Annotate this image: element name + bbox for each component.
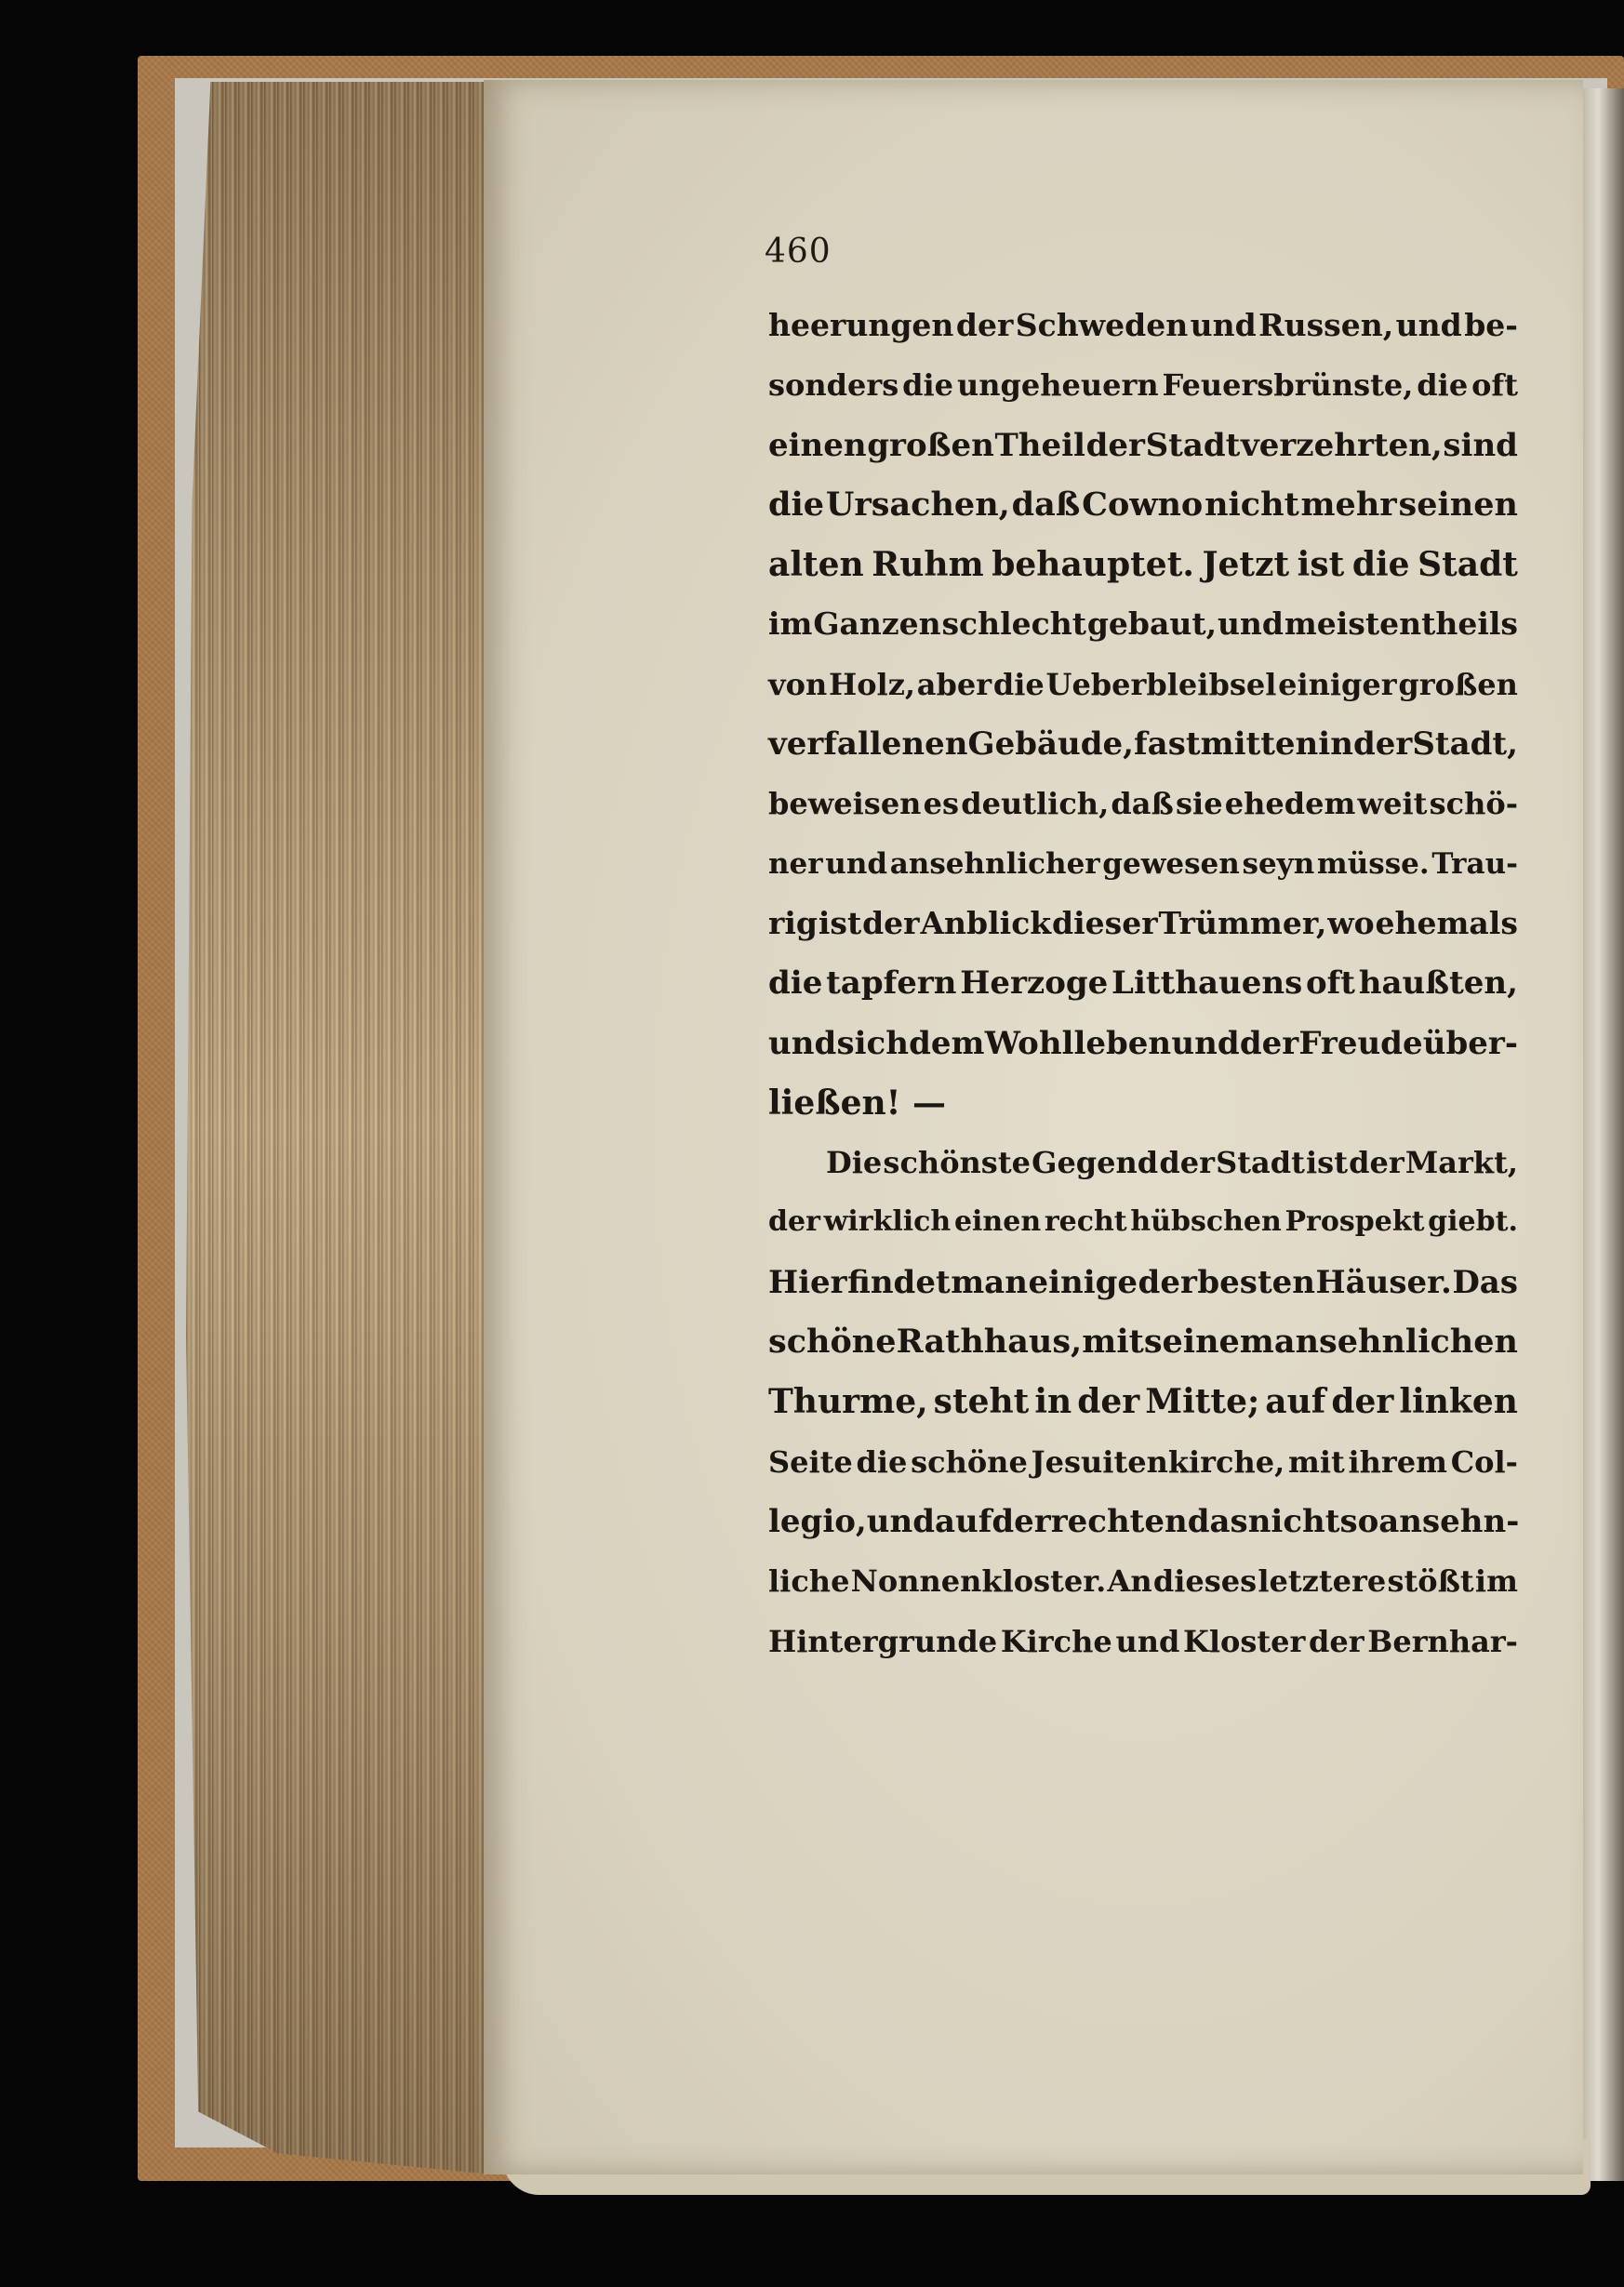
word: müsse.: [1316, 846, 1430, 881]
word: nicht: [1205, 485, 1299, 524]
word: die: [856, 1443, 908, 1480]
word: man: [951, 1263, 1028, 1301]
word: die: [992, 666, 1045, 702]
page-number: 460: [765, 233, 832, 271]
word: Cowno: [1082, 485, 1204, 524]
word: sie: [1176, 786, 1223, 822]
word: großen: [1398, 666, 1518, 702]
word: heerungen: [768, 307, 954, 343]
word: in: [1034, 1382, 1072, 1422]
word: Ursachen,: [825, 485, 1010, 524]
word: der: [955, 307, 1014, 343]
text-line: [768, 416, 1518, 475]
word: es: [923, 786, 960, 822]
word: Kloster: [1183, 1623, 1306, 1659]
word: steht: [933, 1382, 1030, 1422]
word: so: [1339, 1502, 1379, 1540]
word: besten: [1197, 1263, 1315, 1301]
word: verfallenen: [768, 725, 968, 764]
text-line: [768, 834, 1518, 894]
text-line: [768, 1551, 1518, 1611]
word: ihrem: [1348, 1443, 1447, 1480]
word: Theil: [994, 426, 1085, 464]
word: Ganzen: [813, 605, 941, 643]
word: Feuersbrünste,: [1162, 367, 1414, 404]
word: ungeheuern: [956, 367, 1159, 404]
word: und: [866, 1502, 935, 1540]
word: von: [768, 666, 828, 702]
word: tapfern: [826, 964, 957, 1003]
word: findet: [847, 1263, 951, 1301]
word: dieser: [1052, 904, 1158, 941]
word: sind: [1443, 426, 1518, 464]
word: weit: [1357, 786, 1428, 822]
word: Bernhar-: [1367, 1623, 1518, 1659]
text-line: [768, 655, 1518, 714]
text-line: [768, 1612, 1518, 1671]
text-line: [768, 953, 1518, 1013]
word: ansehnlichen: [1273, 1323, 1518, 1362]
word: Anblick: [920, 904, 1052, 941]
word: der: [1349, 1145, 1404, 1181]
word: schlecht: [941, 605, 1086, 643]
word: die: [768, 485, 825, 524]
word: wirklich: [823, 1205, 952, 1239]
word: Das: [1452, 1263, 1518, 1301]
word: meistentheils: [1284, 605, 1518, 643]
word: Russen,: [1258, 307, 1394, 343]
word: oft: [1306, 964, 1356, 1003]
word: seyn: [1242, 846, 1315, 881]
word: behauptet.: [992, 545, 1194, 585]
word: ehedem: [1224, 786, 1356, 822]
text-line: [768, 1432, 1518, 1492]
word: verzehrten,: [1240, 426, 1443, 464]
word: und: [1395, 307, 1462, 343]
word: die: [902, 367, 954, 404]
text-line: [768, 1312, 1518, 1372]
word: Litthauens: [1112, 964, 1303, 1003]
word: Häuser.: [1315, 1263, 1452, 1301]
word: die: [1417, 367, 1469, 404]
word: der: [1077, 1382, 1140, 1422]
text-line: [768, 1492, 1518, 1551]
text-line: [768, 1192, 1518, 1252]
word: Jesuitenkirche,: [1031, 1443, 1285, 1480]
word: Prospekt: [1285, 1205, 1425, 1239]
word: Rathhaus,: [896, 1323, 1083, 1362]
word: und: [1217, 605, 1284, 643]
word: Kirche: [1000, 1623, 1112, 1659]
word: einen: [953, 1205, 1042, 1239]
word: ansehn-: [1378, 1502, 1520, 1540]
word: An: [1107, 1563, 1152, 1600]
word: einige: [1028, 1263, 1138, 1301]
word: ist: [1297, 545, 1345, 585]
word: ansehnlicher: [889, 846, 1100, 881]
word: ehemals: [1375, 904, 1518, 941]
word: nicht: [1247, 1502, 1340, 1540]
text-line: [768, 1372, 1518, 1431]
word: Hintergrunde: [768, 1623, 998, 1659]
word: gewesen: [1102, 846, 1240, 881]
word: Stadt: [1418, 545, 1518, 585]
word: Stadt: [1216, 1145, 1305, 1181]
text-line: [768, 475, 1518, 535]
word: und: [825, 846, 888, 881]
word: Gegend: [1032, 1145, 1159, 1181]
word: Schweden: [1015, 307, 1189, 343]
word: linken: [1399, 1382, 1518, 1422]
text-line: [768, 535, 1518, 594]
word: deutlich,: [961, 786, 1110, 822]
word: der: [1331, 1382, 1394, 1422]
word: schönste: [883, 1145, 1031, 1181]
word: der: [768, 1205, 820, 1239]
word: Herzoge: [960, 964, 1109, 1003]
word: Ruhm: [872, 545, 984, 585]
word: und: [1171, 1024, 1240, 1062]
word: Seite: [768, 1443, 853, 1480]
word: großen: [867, 426, 994, 464]
text-line: [768, 774, 1518, 833]
word: mit: [1287, 1443, 1345, 1480]
word: aber: [916, 666, 992, 702]
word: Stadt: [1145, 426, 1241, 464]
word: und: [1115, 1623, 1180, 1659]
word: Stadt,: [1412, 725, 1518, 764]
word: Gebäude,: [967, 725, 1134, 764]
word: Trümmer,: [1158, 904, 1327, 941]
word: wo: [1327, 904, 1375, 941]
word: die: [1351, 545, 1410, 585]
word: seinem: [1143, 1323, 1274, 1362]
text-line: [768, 1014, 1518, 1073]
word: auf: [934, 1502, 992, 1540]
word: hübschen: [1130, 1205, 1282, 1239]
word: Freude: [1298, 1024, 1423, 1062]
word: im: [1474, 1563, 1518, 1600]
word: Nonnenkloster.: [850, 1563, 1107, 1600]
word: giebt.: [1428, 1205, 1518, 1239]
word: und: [768, 1024, 837, 1062]
word: beweisen: [768, 786, 922, 822]
word: Ueberbleibsel: [1045, 666, 1277, 702]
word: haußten,: [1358, 964, 1518, 1003]
word: ist: [818, 904, 862, 941]
word: im: [768, 605, 813, 643]
word: über-: [1422, 1024, 1518, 1062]
word: daß: [1011, 485, 1081, 524]
word: Markt,: [1404, 1145, 1518, 1181]
word: Wohlleben: [984, 1024, 1172, 1062]
word: einen: [768, 426, 867, 464]
word: der: [862, 904, 920, 941]
text-line: ließen! —: [768, 1083, 947, 1123]
word: legio,: [768, 1502, 867, 1540]
text-line: [768, 594, 1518, 654]
word: letztere: [1258, 1563, 1387, 1600]
word: Thurme,: [768, 1382, 928, 1422]
word: auf: [1265, 1382, 1326, 1422]
word: Hier: [768, 1263, 847, 1301]
word: gebaut,: [1086, 605, 1218, 643]
word: der: [1352, 725, 1413, 764]
word: die: [768, 964, 823, 1003]
word: der: [992, 1502, 1051, 1540]
word: Jetzt: [1202, 545, 1290, 585]
word: schöne: [768, 1323, 897, 1362]
text-line: [768, 714, 1518, 774]
word: und: [1190, 307, 1257, 343]
word: fast: [1134, 725, 1201, 764]
word: schöne: [911, 1443, 1028, 1480]
word: schö-: [1429, 786, 1518, 822]
text-line: [768, 894, 1518, 953]
word: der: [1239, 1024, 1299, 1062]
word: alten: [768, 545, 864, 585]
word: liche: [768, 1563, 850, 1600]
word: daß: [1111, 786, 1174, 822]
word: in: [1318, 725, 1353, 764]
text-line: [768, 296, 1518, 355]
text-line: [768, 355, 1518, 415]
word: rechten: [1050, 1502, 1188, 1540]
word: einiger: [1278, 666, 1397, 702]
text-line: [768, 1133, 1518, 1192]
word: Col-: [1450, 1443, 1518, 1480]
word: ner: [768, 846, 823, 881]
word: der: [1159, 1145, 1215, 1181]
word: sich: [836, 1024, 909, 1062]
word: Die: [826, 1145, 883, 1181]
word: sonders: [768, 367, 899, 404]
body-text: [768, 296, 1518, 1671]
word: stößt: [1387, 1563, 1474, 1600]
word: recht: [1044, 1205, 1127, 1239]
word: mit: [1082, 1323, 1144, 1362]
word: das: [1187, 1502, 1248, 1540]
word: dem: [909, 1024, 985, 1062]
word: der: [1309, 1623, 1364, 1659]
word: Mitte;: [1145, 1382, 1260, 1422]
page-edges: [186, 82, 493, 2174]
word: mehr: [1300, 485, 1397, 524]
word: ist: [1306, 1145, 1348, 1181]
word: der: [1085, 426, 1145, 464]
text-line: [768, 1253, 1518, 1312]
word: seinen: [1398, 485, 1518, 524]
word: dieses: [1152, 1563, 1258, 1600]
word: der: [1138, 1263, 1197, 1301]
word: mitten: [1200, 725, 1319, 764]
word: be-: [1464, 307, 1518, 343]
facing-page-edge: [1581, 88, 1624, 2181]
word: Trau-: [1431, 846, 1518, 881]
word: rig: [768, 904, 818, 941]
word: oft: [1471, 367, 1518, 404]
word: Holz,: [828, 666, 916, 702]
